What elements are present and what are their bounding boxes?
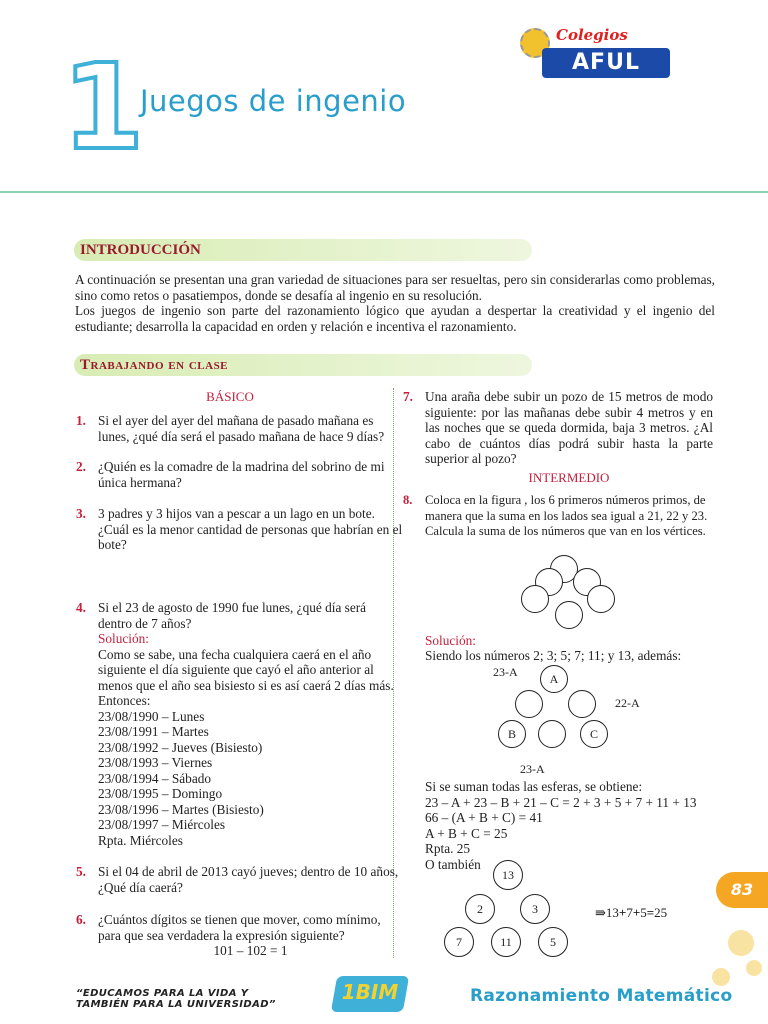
logo-main-text: AFUL xyxy=(542,48,670,78)
solution-line: 23 – A + 23 – B + 21 – C = 2 + 3 + 5 + 7 + 11 + 13 xyxy=(425,794,697,810)
solution-intro: Siendo los números 2; 3; 5; 7; 11; y 13, además: xyxy=(425,648,682,663)
solution-line: A + B + C = 25 xyxy=(425,825,508,841)
equals-icon: = xyxy=(646,905,655,920)
question-number: 1. xyxy=(76,413,86,428)
chapter-title: Juegos de ingenio xyxy=(140,84,407,118)
date-line: 23/08/1997 – Miércoles xyxy=(98,817,226,832)
question-number: 6. xyxy=(76,912,86,927)
date-line: 23/08/1990 – Lunes xyxy=(98,708,205,724)
side-label-left: 23-A xyxy=(493,665,518,679)
footer-motto xyxy=(76,988,276,1010)
empty-circle xyxy=(521,585,549,613)
solution-lines xyxy=(425,779,725,872)
side-label-bottom: 23-A xyxy=(520,762,545,776)
arrow-icon: ⇛ xyxy=(595,905,606,920)
answer: Rpta. Miércoles xyxy=(98,832,183,848)
sum-result: 25 xyxy=(654,905,668,920)
question-number: 3. xyxy=(76,506,86,521)
decoration-circle xyxy=(712,968,730,986)
chapter-number: 1 xyxy=(62,38,145,176)
empty-circle xyxy=(587,585,615,613)
empty-circle xyxy=(555,601,583,629)
class-heading: Trabajando en clase xyxy=(74,354,532,376)
sum-term: 5 xyxy=(640,905,647,920)
question-number: 4. xyxy=(76,600,86,615)
labeled-triangle xyxy=(490,662,660,778)
intermedio-label: INTERMEDIO xyxy=(528,470,610,485)
solution-label: Solución: xyxy=(98,631,149,646)
motto-line-1: “EDUCAMOS PARA LA VIDA Y xyxy=(76,988,249,999)
solution-label: Solución: xyxy=(425,633,476,648)
question-2 xyxy=(76,459,403,490)
question-text: ¿Quién es la comadre de la madrina del sobrino de mi única hermana? xyxy=(98,459,385,490)
question-number: 5. xyxy=(76,864,86,879)
circle-5: 5 xyxy=(538,927,568,957)
decoration-circle xyxy=(746,960,762,976)
intro-paragraph-2: Los juegos de ingenio son parte del razonamiento lógico que ayudan a despertar la creatividad y el ingenio del estudiante; desarrolla la capacidad en orden y relación e incentiva el razonamiento. xyxy=(75,303,715,334)
sum-term: 13 xyxy=(605,905,619,920)
plus-icon: + xyxy=(618,905,627,920)
circle-11: 11 xyxy=(491,927,521,957)
date-line: 23/08/1996 – Martes (Bisiesto) xyxy=(98,801,264,817)
triangle-figure xyxy=(515,555,625,635)
side-label-right: 22-A xyxy=(615,696,640,710)
date-line: 23/08/1991 – Martes xyxy=(98,724,209,739)
empty-circle xyxy=(568,690,596,718)
question-text: Una araña debe subir un pozo de 15 metros de modo siguiente: por las mañanas debe subir 4 metros y en las noches que se queda dormida, baja 3 metros. ¿Al cabo de cuántos días podrá subir hasta la parte superior al pozo? xyxy=(425,389,713,466)
expression: 101 – 102 = 1 xyxy=(213,943,288,958)
question-text: Si el ayer del ayer del mañana de pasado mañana es lunes, ¿qué día será el pasado mañana de hace 9 días? xyxy=(98,413,385,444)
decoration-circle xyxy=(728,930,754,956)
question-8 xyxy=(403,493,715,540)
question-4 xyxy=(76,600,403,848)
date-line: 23/08/1992 – Jueves (Bisiesto) xyxy=(98,739,263,755)
empty-circle xyxy=(515,690,543,718)
school-logo xyxy=(520,20,680,82)
date-line: 23/08/1994 – Sábado xyxy=(98,770,212,786)
page-number: 83 xyxy=(716,872,768,908)
question-text: Coloca en la figura , los 6 primeros números primos, de manera que la suma en los lados sea igual a 21, 22 y 23. Calcula la suma de los números que van en los vértices. xyxy=(425,493,708,538)
question-5 xyxy=(76,864,403,895)
circle-3: 3 xyxy=(520,894,550,924)
question-text: ¿Cuántos dígitos se tienen que mover, como mínimo, para que sea verdadera la expresión siguiente? xyxy=(98,912,381,943)
subject-name: Razonamiento Matemático xyxy=(470,986,733,1006)
question-text: Si el 04 de abril de 2013 cayó jueves; dentro de 10 años, ¿Qué día caerá? xyxy=(98,864,399,895)
question-text: 3 padres y 3 hijos van a pescar a un lago en un bote. ¿Cuál es la menor cantidad de personas que habrían en el bote? xyxy=(98,506,403,552)
intro-paragraph-1: A continuación se presentan una gran variedad de situaciones para ser resueltas, pero sin considerarlas como problemas, sino como retos o pasatiempos, donde se desafía al ingenio en su resolución. xyxy=(75,272,715,303)
solution-line: Si se suman todas las esferas, se obtiene: xyxy=(425,779,643,794)
circle-7: 7 xyxy=(444,927,474,957)
circle-2: 2 xyxy=(465,894,495,924)
question-number: 2. xyxy=(76,459,86,474)
vertex-a: A xyxy=(540,665,568,693)
intro-heading: INTRODUCCIÓN xyxy=(74,239,532,261)
numbered-triangle xyxy=(440,860,590,960)
question-7 xyxy=(403,389,713,467)
basico-label: BÁSICO xyxy=(206,389,254,404)
solution-text: Como se sabe, una fecha cualquiera caerá en el año siguiente el día siguiente que cayó el año anterior al menos que el año sea bisiesto si es así caerá 2 días más. Entonces: xyxy=(98,646,394,708)
vertex-b: B xyxy=(498,720,526,748)
question-1 xyxy=(76,413,403,444)
date-line: 23/08/1995 – Domingo xyxy=(98,786,223,801)
question-text: Si el 23 de agosto de 1990 fue lunes, ¿qué día será dentro de 7 años? xyxy=(98,600,367,631)
motto-line-2: TAMBIÉN PARA LA UNIVERSIDAD” xyxy=(76,999,276,1010)
header-divider xyxy=(0,191,768,193)
bim-text: 1BIM xyxy=(341,980,399,1004)
plus-icon: + xyxy=(632,905,641,920)
question-6 xyxy=(76,912,403,959)
empty-circle xyxy=(538,720,566,748)
circle-13: 13 xyxy=(493,860,523,890)
solution-line: Rpta. 25 xyxy=(425,841,471,856)
bim-badge xyxy=(334,972,406,1014)
solution-line: O también xyxy=(425,856,481,872)
solution-line: 66 – (A + B + C) = 41 xyxy=(425,810,543,825)
question-3 xyxy=(76,506,403,553)
question-number: 7. xyxy=(403,389,413,404)
vertex-c: C xyxy=(580,720,608,748)
sum-expression xyxy=(595,905,667,921)
logo-small-text: Colegios xyxy=(556,26,628,44)
date-line: 23/08/1993 – Viernes xyxy=(98,755,213,770)
question-number: 8. xyxy=(403,493,413,507)
sum-term: 7 xyxy=(626,905,633,920)
